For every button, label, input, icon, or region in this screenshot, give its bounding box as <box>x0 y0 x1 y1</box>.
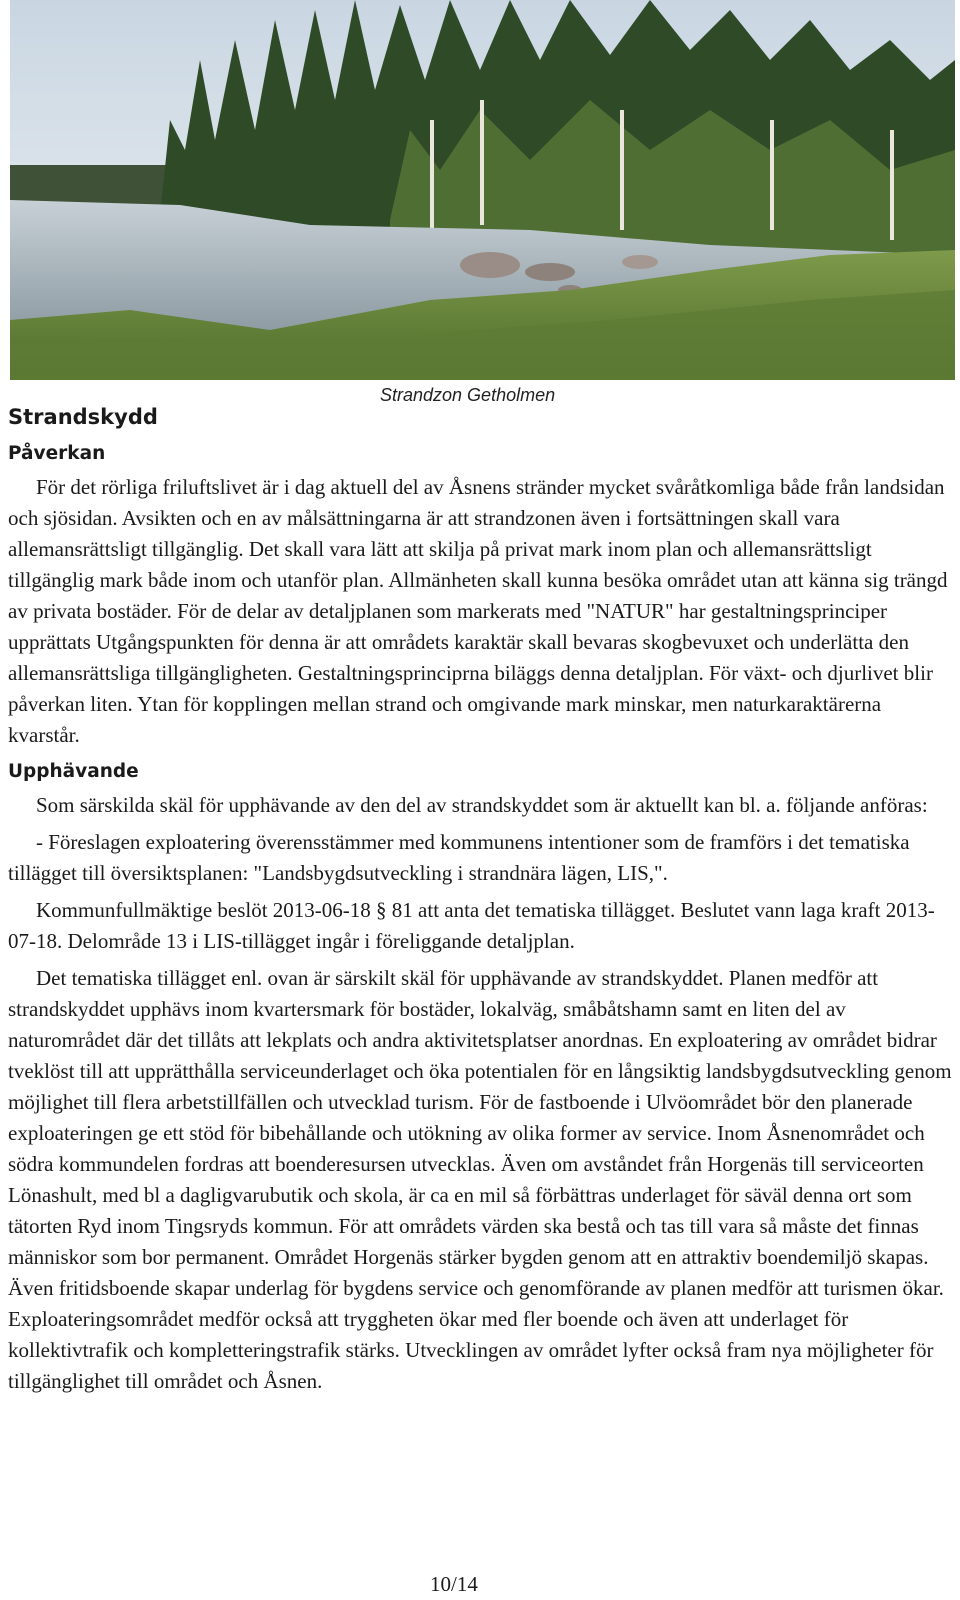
page-title: Strandskydd <box>8 405 158 429</box>
paragraph: - Föreslagen exploatering överensstämmer med kommunens intentioner som de framförs i det tematiska tillägget till översiktsplanen: "Landsbygdsutveckling i strandnära lägen, LIS,". <box>8 830 910 885</box>
section-title-upphavande: Upphävande <box>8 761 139 782</box>
paragraph: Kommunfullmäktige beslöt 2013-06-18 § 81 att anta det tematiska tillägget. Beslutet vann laga kraft 2013-07-18. Delområde 13 i LIS-tillägget ingår i föreliggande detaljplan. <box>8 898 935 953</box>
document-body <box>8 400 953 1397</box>
section-title-paverkan: Påverkan <box>8 443 106 464</box>
lake-shore-photo <box>10 0 955 380</box>
paragraph: För det rörliga friluftslivet är i dag aktuell del av Åsnens stränder mycket svåråtkomliga både från landsidan och sjösidan. Avsikten och en av målsättningarna är att strandzonen även i fortsättningen skall vara allemansrättsligt tillgänglig. Det skall vara lätt att skilja på privat mark inom plan och allemansrättsligt tillgänglig mark både inom och utanför plan. Allmänheten skall kunna besöka området utan att känna sig trängd av privata bostäder. För de delar av detaljplanen som markerats med "NATUR" har gestaltningsprinciper upprättats Utgångspunkten för denna är att områdets karaktär skall bevaras skogbevuxet och underlätta den allemansrättsliga tillgängligheten. Gestaltningsprinciprna biläggs denna detaljplan. För växt- och djurlivet blir påverkan liten. Ytan för kopplingen mellan strand och omgivande mark minskar, men naturkaraktärerna kvarstår. <box>8 475 948 747</box>
paragraph: Det tematiska tillägget enl. ovan är särskilt skäl för upphävande av strandskyddet. Planen medför att strandskyddet upphävs inom kvartersmark för bostäder, lokalväg, småbåtshamn samt en liten del av naturområdet där det tillåts att lekplats och andra aktivitetsplatser anordnas. En exploatering av området bidrar tveklöst till att upprätthålla serviceunderlaget och öka potentialen för en långsiktig landsbygdsutveckling genom möjlighet till flera arbetstillfällen och utvecklad turism. För de fastboende i Ulvöområdet bör den planerade exploateringen ge ett stöd för bibehållande och utökning av olika former av service. Inom Åsnenområdet och södra kommundelen fordras att boenderesursen utvecklas. Även om avståndet från Horgenäs till serviceorten Lönashult, med bl a dagligvarubutik och skola, är ca en mil så förbättras underlaget för säväl denna ort som tätorten Ryd inom Tingsryds kommun. För att områdets värden ska bestå och tas till vara så måste det finnas människor som bor permanent. Området Horgenäs stärker bygden genom att en attraktiv boendemiljö skapas. Även fritidsboende skapar underlag för bygdens service och genomförande av planen medför att turismen ökar. Exploateringsområdet medför också att tryggheten ökar med fler boende och även att underlaget för kollektivtrafik och kompletteringstrafik stärks. Utvecklingen av området lyfter också fram nya möjligheter för tillgänglighet till området och Åsnen. <box>8 966 952 1393</box>
photo-illustration <box>10 0 955 380</box>
page-number: 10/14 <box>430 1572 478 1596</box>
photo-caption: Strandzon Getholmen <box>380 385 556 405</box>
paragraph: Som särskilda skäl för upphävande av den del av strandskyddet som är aktuellt kan bl. a. följande anföras: <box>36 793 928 817</box>
